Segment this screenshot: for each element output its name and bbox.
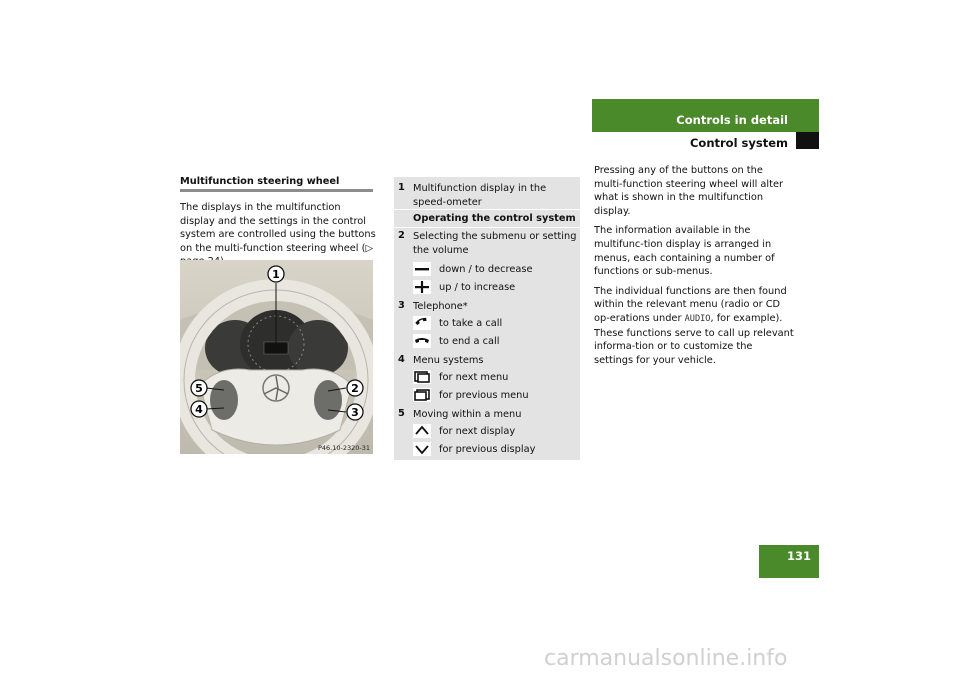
page-number: 131 (786, 549, 811, 563)
paragraph: The individual functions are then found within the relevant menu (radio or CD op-erations under AUDIO, for example). These functions serve to call up relevant informa-tion or to customize the settings for your vehicle. (594, 285, 794, 366)
row-text: to take a call (439, 318, 503, 329)
callout-2: 2 (351, 382, 359, 395)
row-text: Moving within a menu (413, 409, 522, 420)
row-text: to end a call (439, 336, 500, 347)
row-text: for previous display (439, 444, 536, 455)
page-ref-arrow-icon: ▷ (365, 242, 373, 254)
arrow-down-icon (413, 442, 431, 456)
section-heading: Multifunction steering wheel (180, 176, 340, 187)
row-text: for next display (439, 426, 516, 437)
header-marker (796, 132, 819, 149)
row-text: for previous menu (439, 390, 529, 401)
chapter-title: Controls in detail (676, 113, 788, 127)
row-text: Telephone* (413, 301, 468, 312)
figure-code: P46.10-2320-31 (317, 444, 370, 452)
menu-prev-icon (413, 388, 431, 402)
steering-wheel-photo (180, 260, 373, 454)
menu-next-icon (413, 370, 431, 384)
callout-4: 4 (195, 403, 203, 416)
row-number: 5 (398, 408, 405, 419)
callout-3: 3 (351, 406, 359, 419)
heading-rule (180, 189, 373, 192)
watermark: carmanualsonline.info (544, 646, 788, 671)
phone-hangup-icon (413, 334, 431, 348)
row-text: Selecting the submenu or setting the volume (413, 231, 577, 256)
legend-table (394, 177, 580, 460)
paragraph: Pressing any of the buttons on the multi-function steering wheel will alter what is shown in the multifunction display. (594, 165, 784, 217)
section-subtitle: Control system (689, 136, 788, 150)
phone-pickup-icon (413, 316, 431, 330)
callout-5: 5 (195, 382, 203, 395)
row-text: Multifunction display in the speed-ometer (413, 183, 547, 208)
row-text: Operating the control system (413, 213, 576, 224)
row-number: 4 (398, 354, 405, 365)
plus-icon (413, 280, 431, 294)
callout-1: 1 (272, 268, 280, 281)
row-divider (394, 209, 580, 210)
row-number: 1 (398, 182, 405, 193)
arrow-up-icon (413, 424, 431, 438)
intro-paragraph: The displays in the multifunction display and the settings in the control system are controlled using the buttons on the multi-function steering wheel (▷ (180, 201, 376, 275)
row-text: for next menu (439, 372, 509, 383)
row-number: 3 (398, 300, 405, 311)
row-text: up / to increase (439, 282, 516, 293)
audio-code: AUDIO (684, 313, 711, 324)
paragraph: The information available in the multifunc-tion display is arranged in menus, each containing a number of functions or sub-menus. (594, 225, 775, 278)
row-number: 2 (398, 230, 405, 241)
row-text: down / to decrease (439, 264, 533, 275)
minus-icon (413, 262, 431, 276)
row-divider (394, 227, 580, 228)
row-text: Menu systems (413, 355, 484, 366)
body-text (594, 164, 794, 373)
